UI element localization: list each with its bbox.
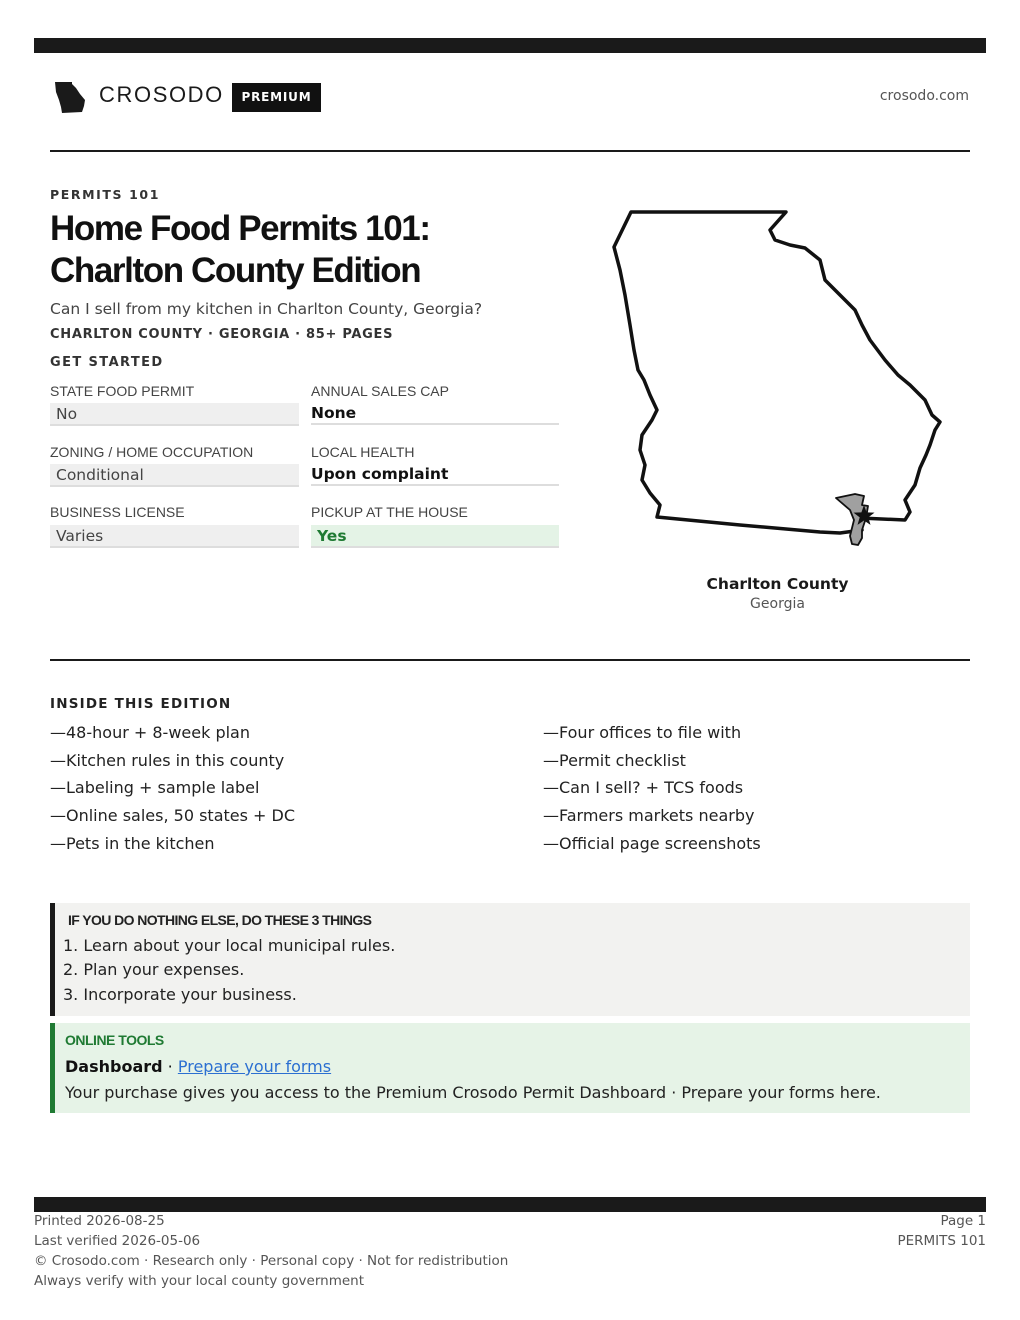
list-item: —Labeling + sample label bbox=[50, 778, 260, 798]
inside-list-right bbox=[543, 719, 963, 858]
separator: · bbox=[162, 1057, 178, 1076]
get-started-heading: GET STARTED bbox=[50, 355, 164, 370]
list-item: —Farmers markets nearby bbox=[543, 806, 755, 826]
callout-item: 2. Plan your expenses. bbox=[63, 960, 245, 979]
dashboard-label: Dashboard bbox=[65, 1057, 163, 1076]
zoning-label: ZONING / HOME OCCUPATION bbox=[50, 444, 254, 460]
top-bar bbox=[34, 38, 986, 53]
map-county-name: Charlton County bbox=[706, 575, 849, 593]
section-divider bbox=[50, 659, 970, 661]
list-item: —Can I sell? + TCS foods bbox=[543, 778, 744, 798]
pickup-value: Yes bbox=[311, 525, 559, 548]
list-item: —Permit checklist bbox=[543, 750, 686, 770]
online-tools-box bbox=[50, 1023, 970, 1113]
three-things-callout bbox=[50, 903, 970, 1016]
callout-item: 1. Learn about your local municipal rules. bbox=[63, 936, 396, 955]
state-food-permit-value: No bbox=[50, 403, 299, 426]
list-item: —Four offices to file with bbox=[543, 723, 742, 742]
inside-list-left bbox=[50, 719, 510, 858]
footer-section: PERMITS 101 bbox=[897, 1233, 986, 1249]
eyebrow-label: PERMITS 101 bbox=[50, 187, 160, 202]
annual-sales-cap-label: ANNUAL SALES CAP bbox=[311, 383, 449, 399]
local-health-value: Upon complaint bbox=[311, 463, 559, 486]
georgia-logo-icon bbox=[52, 80, 88, 114]
edition-meta: CHARLTON COUNTY · GEORGIA · 85+ PAGES bbox=[50, 327, 394, 342]
tools-heading: ONLINE TOOLS bbox=[65, 1032, 164, 1048]
premium-badge: PREMIUM bbox=[232, 83, 321, 112]
list-item: —Pets in the kitchen bbox=[50, 833, 215, 853]
state-food-permit-label: STATE FOOD PERMIT bbox=[50, 383, 195, 399]
verify-note: Always verify with your local county government bbox=[34, 1273, 364, 1289]
page-subtitle: Can I sell from my kitchen in Charlton County, Georgia? bbox=[50, 300, 483, 318]
list-item: —Official page screenshots bbox=[543, 833, 761, 853]
list-item: —Online sales, 50 states + DC bbox=[50, 806, 296, 826]
brand-name: CROSODO bbox=[99, 82, 224, 107]
list-item: —Kitchen rules in this county bbox=[50, 750, 285, 770]
copyright-notice: © Crosodo.com · Research only · Personal copy · Not for redistribution bbox=[34, 1253, 509, 1269]
page-number: Page 1 bbox=[940, 1213, 986, 1229]
business-license-value: Varies bbox=[50, 525, 299, 548]
georgia-outline bbox=[614, 212, 940, 533]
list-item: —48-hour + 8-week plan bbox=[50, 723, 250, 742]
page-title bbox=[50, 208, 590, 292]
local-health-label: LOCAL HEALTH bbox=[311, 444, 415, 460]
zoning-value: Conditional bbox=[50, 464, 299, 487]
callout-heading: IF YOU DO NOTHING ELSE, DO THESE 3 THINGS bbox=[68, 912, 372, 928]
business-license-label: BUSINESS LICENSE bbox=[50, 504, 185, 520]
inside-edition-heading: INSIDE THIS EDITION bbox=[50, 696, 232, 712]
tools-links-line bbox=[65, 1057, 331, 1076]
pickup-label: PICKUP AT THE HOUSE bbox=[311, 504, 468, 520]
header-divider bbox=[50, 150, 970, 152]
printed-date: Printed 2026-08-25 bbox=[34, 1213, 165, 1229]
map-state-name: Georgia bbox=[750, 596, 805, 612]
site-url[interactable]: crosodo.com bbox=[879, 88, 969, 104]
annual-sales-cap-value: None bbox=[311, 402, 559, 425]
bottom-bar bbox=[34, 1197, 986, 1212]
georgia-map bbox=[600, 200, 960, 560]
title-line-2: Charlton County Edition bbox=[50, 251, 421, 290]
callout-item: 3. Incorporate your business. bbox=[63, 985, 297, 1004]
tools-description: Your purchase gives you access to the Premium Crosodo Permit Dashboard · Prepare your forms here. bbox=[65, 1083, 881, 1102]
verified-date: Last verified 2026-05-06 bbox=[34, 1233, 201, 1249]
title-line-1: Home Food Permits 101: bbox=[50, 209, 430, 248]
prepare-forms-link[interactable]: Prepare your forms bbox=[177, 1057, 332, 1076]
